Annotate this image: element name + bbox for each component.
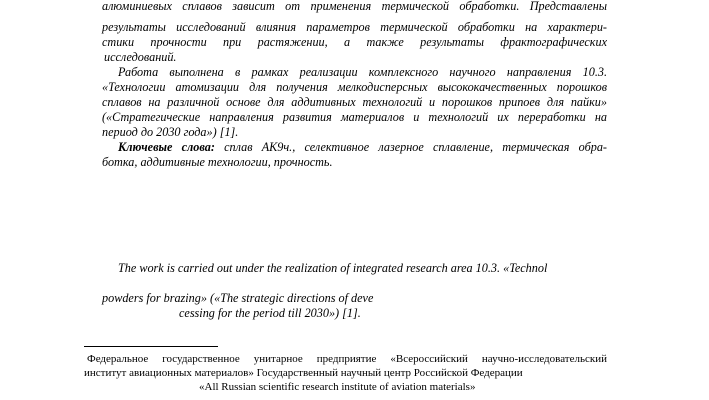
keywords-line-2: ботка, аддитивные технологии, прочность. [102,155,333,169]
abstract-line-4: исследований. [104,50,177,64]
abstract-line-1: алюминиевых сплавов зависит от применения термической обработки. Представлены [102,0,607,13]
footnote-line-3: «All Russian scientific research institute of aviation materials» [199,381,476,393]
english-line-2: powders for brazing» («The strategic directions of deve [102,291,374,305]
abstract-line-3: стики прочности при растяжении, а также результаты фрактографических [102,35,607,49]
keywords-line-1 [118,140,607,155]
footnote-rule [84,346,218,347]
abstract-line-2: результаты исследований влияния параметров термической обработки на характери- [102,20,607,34]
abstract-line-8: («Стратегические направления развития материалов и технологий их переработки на [102,110,607,124]
keywords-label: Ключевые слова: [118,140,215,154]
abstract-line-9: период до 2030 года») [1]. [102,125,239,139]
english-line-3: cessing for the period till 2030») [1]. [179,306,361,320]
keywords-text-1: сплав АК9ч., селективное лазерное сплавление, термическая обра- [214,140,607,154]
footnote-line-1: Федеральное государственное унитарное предприятие «Всероссийский научно-исследовательский [87,353,607,365]
english-line-1: The work is carried out under the realization of integrated research area 10.3. «Technol [118,261,548,275]
footnote-line-2: институт авиационных материалов» Государственный научный центр Российской Федерации [84,367,523,379]
abstract-line-7: сплавов на различной основе для аддитивных технологий и порошков припоев для пайки» [102,95,607,109]
abstract-line-6: «Технологии атомизации для получения мелкодисперсных высококачественных порошков [102,80,607,94]
abstract-line-5: Работа выполнена в рамках реализации комплексного научного направления 10.3. [118,65,607,79]
